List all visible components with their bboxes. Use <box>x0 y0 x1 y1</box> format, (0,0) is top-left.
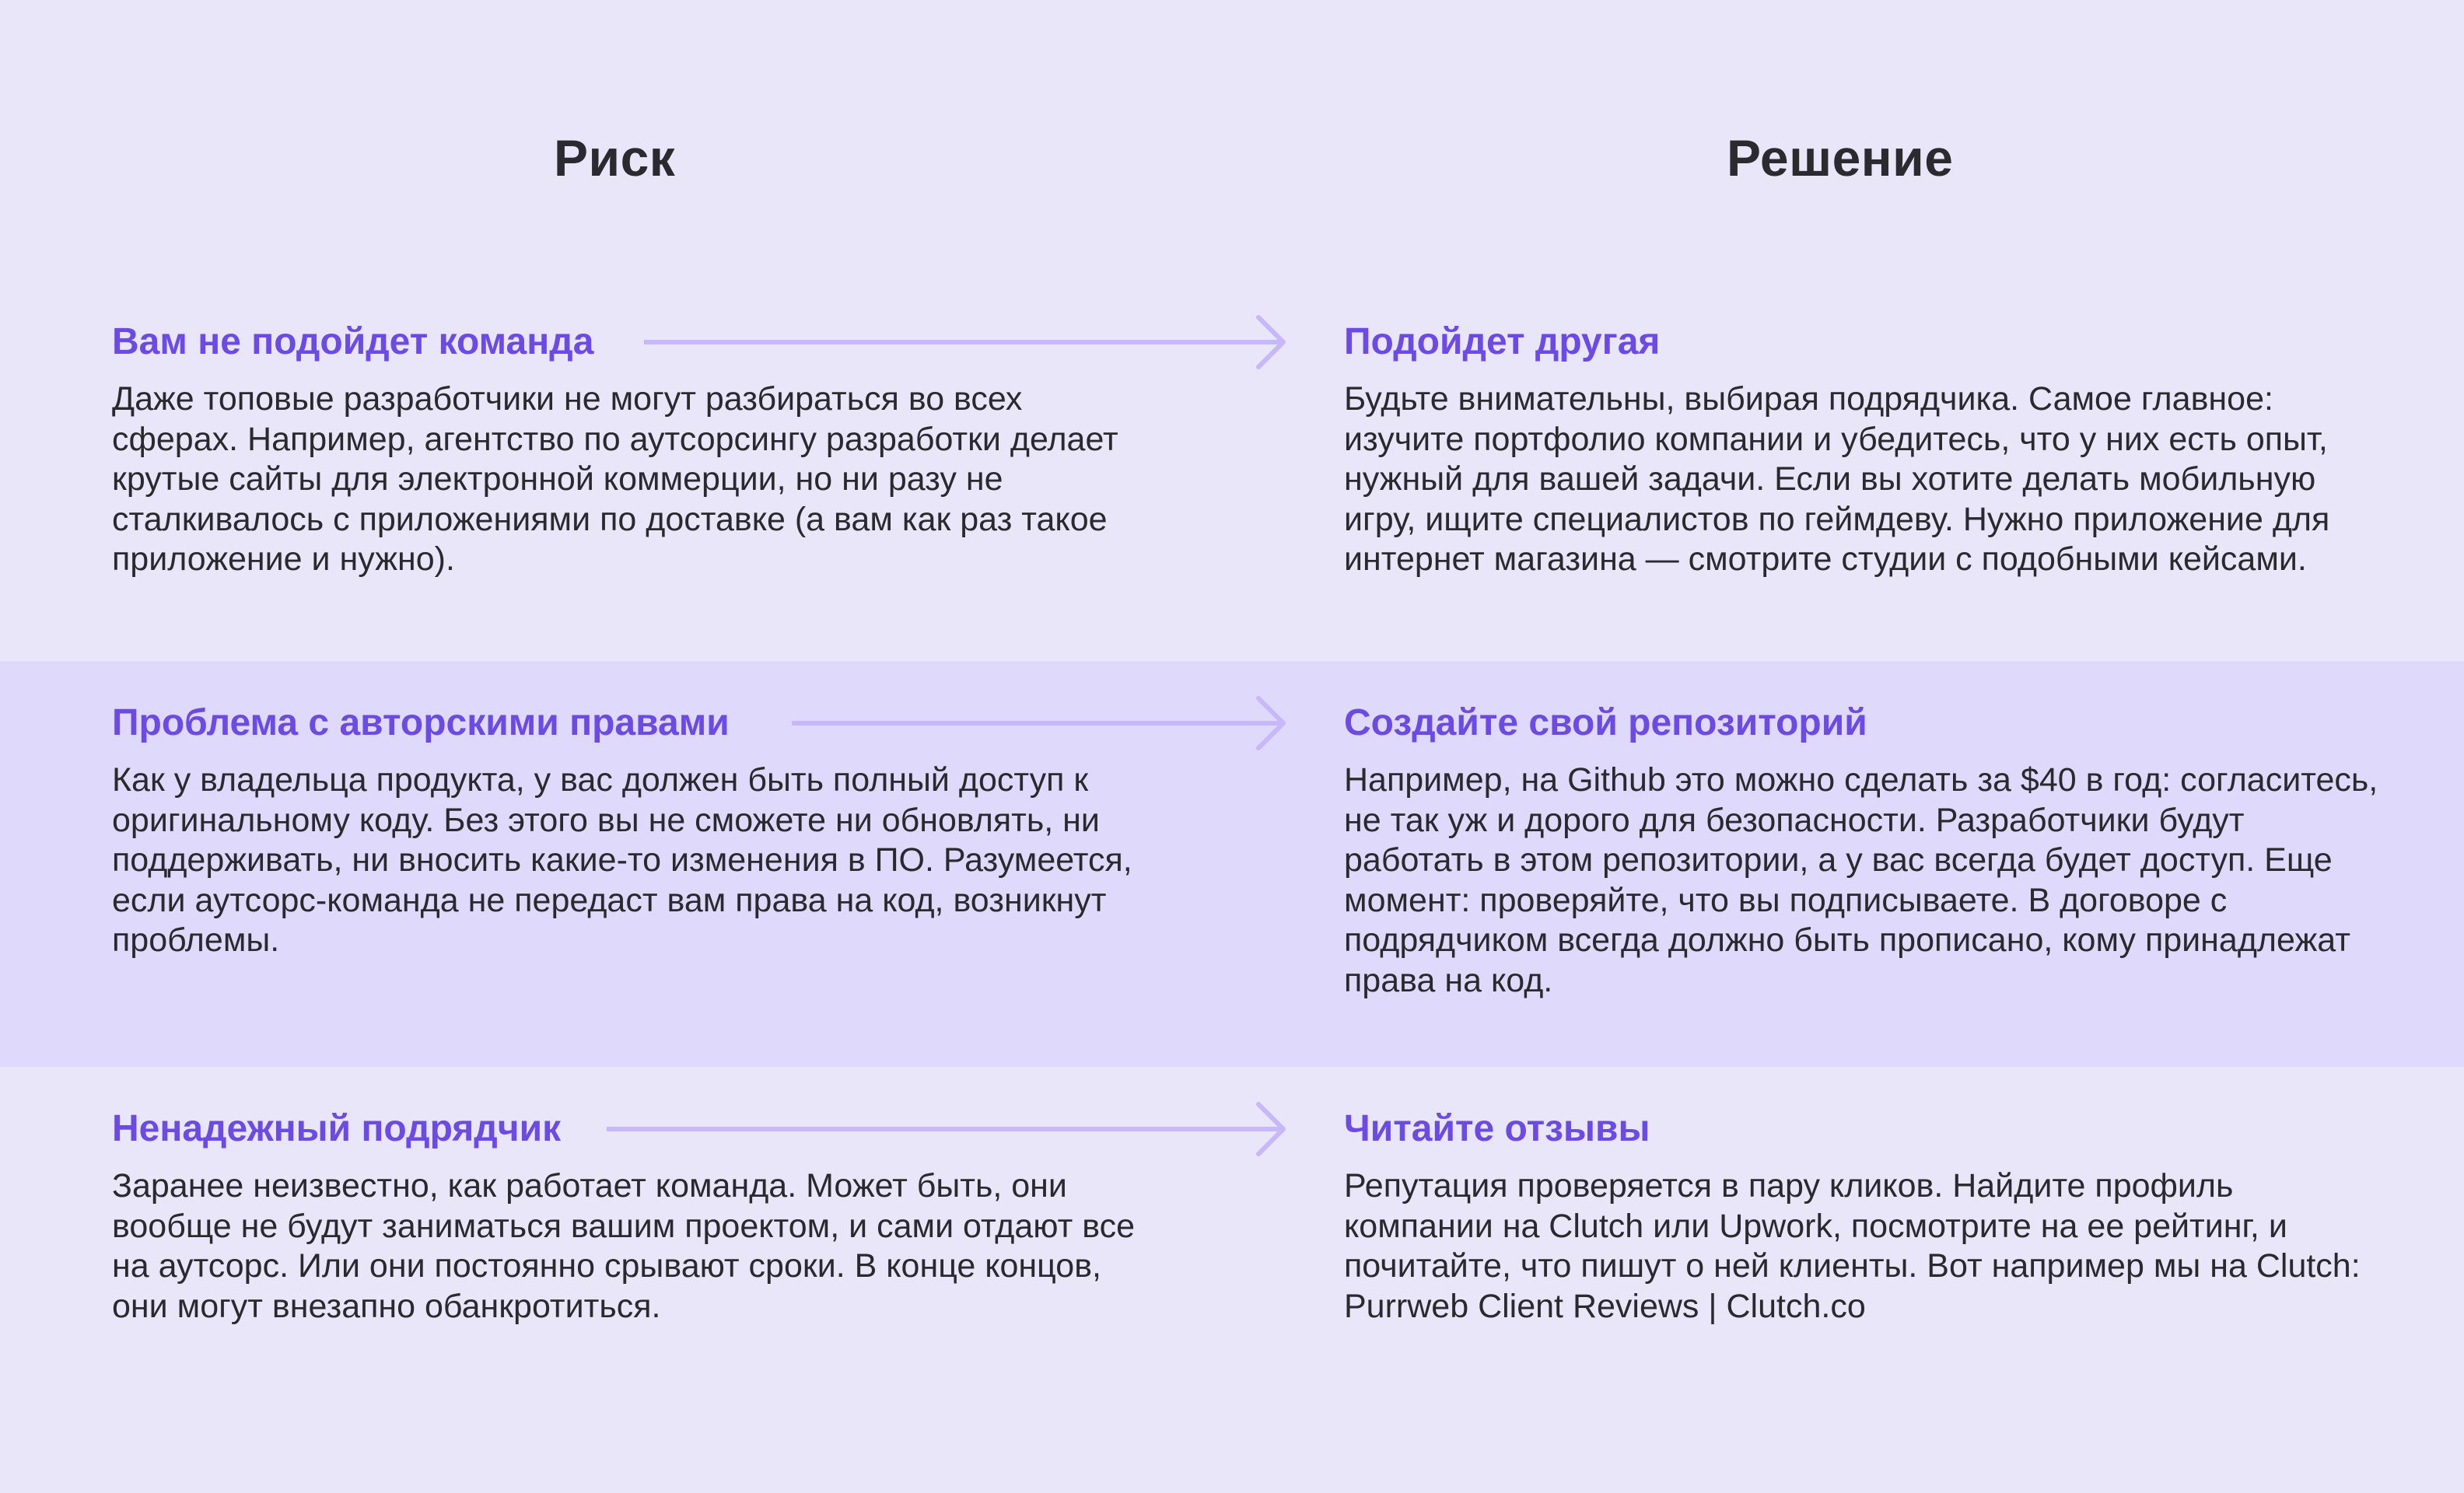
arrow-right-icon <box>607 1098 1286 1160</box>
risk-description: Даже топовые разработчики не могут разбираться во всех сферах. Например, агентство по аутсорсингу разработки делает крутые сайты для электронной коммерции, но ни разу не сталкивалось с приложениями по доставке (а вам как раз такое приложение и нужно). <box>112 380 1118 578</box>
solution-column-title: Решение <box>1727 129 1954 187</box>
solution-description: Репутация проверяется в пару кликов. Найдите профиль компании на Clutch или Upwork, посмотрите на ее рейтинг, и почитайте, что пишут о ней клиенты. Вот например мы на Clutch: Purrweb Client Reviews | Clutch.co <box>1344 1167 2361 1325</box>
risk-description: Как у владельца продукта, у вас должен быть полный доступ к оригинальному коду. Без этого вы не сможете ни обновлять, ни поддерживать, ни вносить какие-то изменения в ПО. Разумеется, если аутсорс-команда не передаст вам права на код, возникнут проблемы. <box>112 761 1132 959</box>
risk-heading: Проблема с авторскими правами <box>112 702 730 743</box>
solution-cell <box>1344 700 2378 1001</box>
solution-heading: Подойдет другая <box>1344 321 1661 362</box>
table-row <box>0 1067 2464 1493</box>
solution-cell <box>1344 319 2378 580</box>
table-row <box>0 295 2464 661</box>
solution-heading: Создайте свой репозиторий <box>1344 702 1867 743</box>
risk-heading: Вам не подойдет команда <box>112 321 594 362</box>
risk-description: Заранее неизвестно, как работает команда. Может быть, они вообще не будут заниматься вашим проектом, и сами отдают все на аутсорс. Или они постоянно срывают сроки. В конце концов, они могут внезапно обанкротиться. <box>112 1167 1136 1325</box>
solution-heading: Читайте отзывы <box>1344 1108 1650 1149</box>
risk-heading: Ненадежный подрядчик <box>112 1108 562 1149</box>
arrow-right-icon <box>792 692 1286 754</box>
table-row <box>0 661 2464 1067</box>
solution-description: Например, на Github это можно сделать за $40 в год: согласитесь, не так уж и дорого для безопасности. Разработчики будут работать в этом репозитории, а у вас всегда будет доступ. Еще момент: проверяйте, что вы подписываете. В договоре с подрядчиком всегда должно быть прописано, кому принадлежат права на код. <box>1344 761 2378 999</box>
solution-cell <box>1344 1106 2378 1327</box>
risk-column-title: Риск <box>554 129 676 187</box>
solution-description: Будьте внимательны, выбирая подрядчика. Самое главное: изучите портфолио компании и убедитесь, что у них есть опыт, нужный для вашей задачи. Если вы хотите делать мобильную игру, ищите специалистов по геймдеву. Нужно приложение для интернет магазина — смотрите студии с подобными кейсами. <box>1344 380 2330 578</box>
arrow-right-icon <box>644 311 1286 373</box>
